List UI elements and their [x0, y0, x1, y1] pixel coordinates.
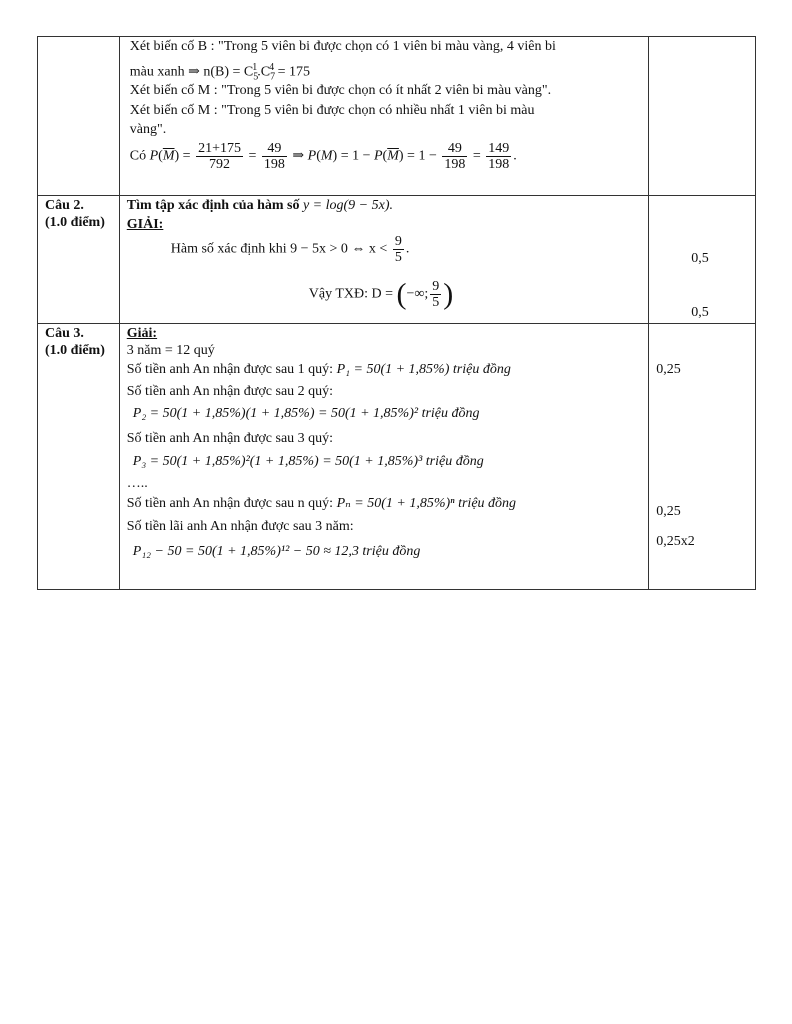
q2-score-cell: [649, 196, 756, 324]
q3-solution-cell: [119, 324, 649, 590]
q2-interval-left: −∞;: [406, 286, 429, 302]
score-cell-1: [649, 37, 756, 196]
q3-line-6: P₃ = 50(1 + 1,85%)²(1 + 1,85%) = 50(1 + 1,85%)³ triệu đồng: [132, 454, 484, 469]
q2-function: y = log(9 − 5x).: [302, 198, 394, 213]
q2-title-text: Tìm tập xác định của hàm số: [126, 198, 300, 213]
q2-condition-text: Hàm số xác định khi 9 − 5x > 0 ⇔ x <: [170, 241, 388, 257]
q2-title: [127, 198, 393, 214]
q3-line-2-text: Số tiền anh An nhận được sau 1 quý:: [126, 362, 334, 377]
q3-score-cell: [649, 324, 756, 590]
probability-co: Có: [129, 148, 147, 164]
q3-points: (1.0 điểm): [45, 343, 105, 358]
q3-line-8-text: Số tiền anh An nhận được sau n quý:: [126, 496, 334, 511]
table-row-continuation: [38, 37, 756, 196]
event-b-count-value: = 175: [277, 64, 310, 80]
q3-line-9: Số tiền lãi anh An nhận được sau 3 năm:: [126, 519, 354, 534]
q3-line-8: [127, 496, 516, 512]
event-m-complement-line: Xét biến cố M : "Trong 5 viên bi được chọn có nhiều nhất 1 viên bi màu: [129, 103, 535, 118]
q3-line-7: …..: [126, 476, 148, 491]
fraction-4: $\frac{149}{198}$: [488, 141, 510, 172]
q3-line-5: Số tiền anh An nhận được sau 3 quý:: [126, 431, 334, 446]
q3-line-8-eq: Pₙ = 50(1 + 1,85%)ⁿ triệu đồng: [336, 496, 517, 511]
q3-score-1: 0,25: [656, 362, 681, 377]
q2-giai: GIẢI:: [126, 217, 164, 232]
fraction-2: $\frac{49}{198}$: [263, 141, 285, 172]
q2-fraction: $\frac{9}{5}$: [394, 234, 402, 265]
event-m-complement-line-2: vàng".: [129, 122, 167, 137]
q2-interval-fraction: $\frac{9}{5}$: [432, 279, 440, 310]
q3-line-2: [127, 362, 511, 378]
q3-giai: Giải:: [126, 326, 158, 341]
q2-domain-result: Vậy TXĐ: D = (−∞; $\frac{9}{5}$ ): [308, 277, 454, 311]
q2-score-2: 0,5: [691, 305, 709, 320]
q2-label: Câu 2.: [45, 198, 84, 213]
event-b-count-text: màu xanh ⇒ n(B) = C: [129, 64, 254, 80]
q3-line-2-eq: P₁ = 50(1 + 1,85%) triệu đồng: [336, 362, 511, 377]
event-b-count: màu xanh ⇒ $n(B) = C_5^1.C_7^4 = 175$: [129, 62, 310, 83]
q2-label-cell: [38, 196, 120, 324]
q2-domain-condition: Hàm số xác định khi 9 − 5x > 0 ⇔ x < $\frac{9}{5}$ .: [170, 234, 410, 265]
q3-score-3: 0,25x2: [656, 534, 695, 549]
q3-label: Câu 3.: [45, 326, 84, 341]
q3-line-3: Số tiền anh An nhận được sau 2 quý:: [126, 384, 334, 399]
q2-points: (1.0 điểm): [45, 215, 105, 230]
q3-line-10: P₁₂ − 50 = 50(1 + 1,85%)¹² − 50 ≈ 12,3 triệu đồng: [132, 544, 421, 559]
table-row-q3: [38, 324, 756, 590]
q3-score-2: 0,25: [656, 504, 681, 519]
probability-formula: Có $P(\overline{M})$ = $\frac{21+175}{792}$ = $\frac{49}{198}$ ⇒ $P(M) = 1 - P(\overline{M}) = 1$ − $\frac{49}{198}$ = $\frac{149}{198}$ .: [129, 141, 517, 172]
q2-solution-cell: [119, 196, 649, 324]
label-cell-empty: [38, 37, 120, 196]
table-row-q2: [38, 196, 756, 324]
q3-label-cell: [38, 324, 120, 590]
q2-result-text: Vậy TXĐ: D =: [308, 286, 394, 302]
q3-line-1: 3 năm = 12 quý: [126, 343, 215, 358]
event-b-line: Xét biến cố B : "Trong 5 viên bi được chọn có 1 viên bi màu vàng, 4 viên bi: [129, 39, 556, 54]
q3-line-4: P₂ = 50(1 + 1,85%)(1 + 1,85%) = 50(1 + 1,85%)² triệu đồng: [132, 406, 480, 421]
answer-table: [37, 36, 756, 590]
q2-score-1: 0,5: [691, 251, 709, 266]
fraction-3: $\frac{49}{198}$: [444, 141, 466, 172]
solution-cell-1: [119, 37, 649, 196]
event-m-line: Xét biến cố M : "Trong 5 viên bi được chọn có ít nhất 2 viên bi màu vàng".: [129, 83, 552, 98]
fraction-1: $\frac{21+175}{792}$: [198, 141, 241, 172]
